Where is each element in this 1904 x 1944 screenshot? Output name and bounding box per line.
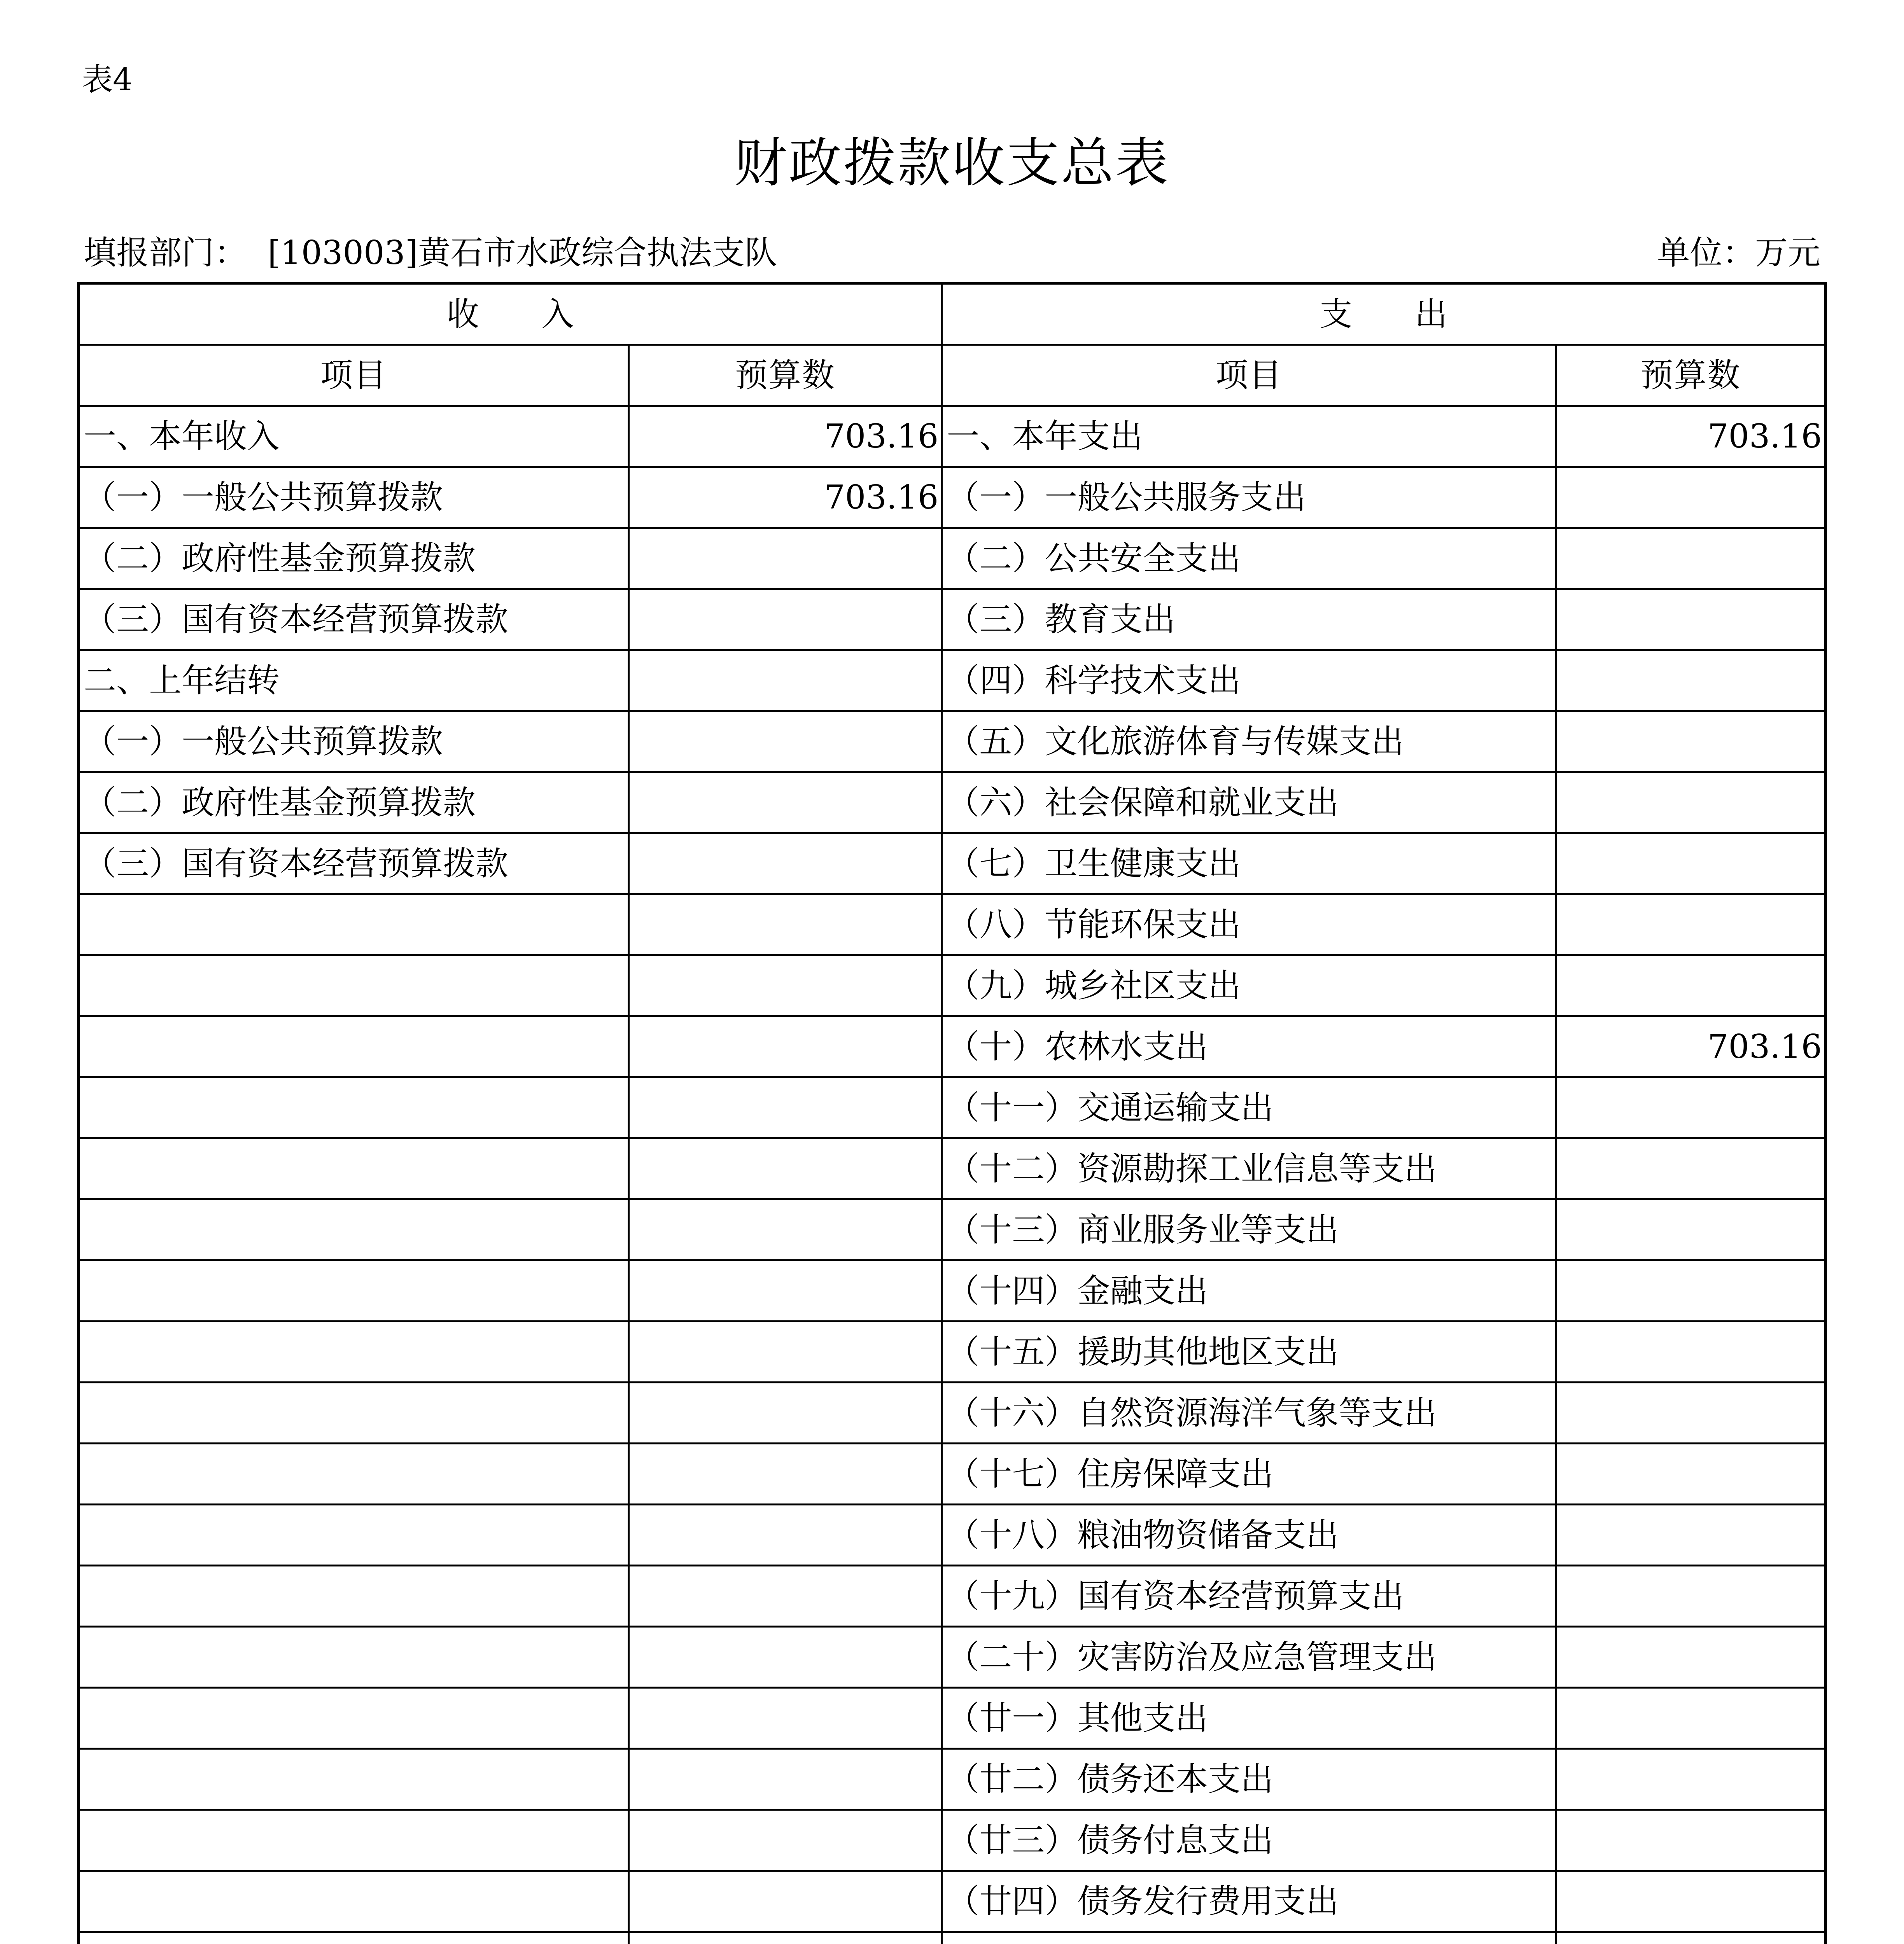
income-value-cell bbox=[628, 1138, 942, 1199]
expense-value-cell: 703.16 bbox=[1556, 406, 1825, 467]
income-item-cell bbox=[79, 1505, 629, 1566]
expense-item-cell: （四）科学技术支出 bbox=[942, 650, 1556, 711]
column-header-row bbox=[79, 345, 1826, 406]
expense-item-cell: （六）社会保障和就业支出 bbox=[942, 772, 1556, 833]
income-value-cell: 703.16 bbox=[628, 467, 942, 528]
page-title: 财政拨款收支总表 bbox=[734, 133, 1170, 194]
table-row bbox=[79, 1749, 1826, 1810]
expense-value-cell bbox=[1556, 1444, 1825, 1505]
expense-item-cell: （九）城乡社区支出 bbox=[942, 955, 1556, 1016]
expense-value-cell bbox=[1556, 1749, 1825, 1810]
income-item-cell: （一）一般公共预算拨款 bbox=[79, 467, 629, 528]
income-item-cell bbox=[79, 1871, 629, 1932]
expense-value-cell bbox=[1556, 1566, 1825, 1627]
expense-item-cell: （十六）自然资源海洋气象等支出 bbox=[942, 1383, 1556, 1444]
expense-item-cell: （十）农林水支出 bbox=[942, 1016, 1556, 1077]
income-item-cell: 一、本年收入 bbox=[79, 406, 629, 467]
table-row bbox=[79, 406, 1826, 467]
reporting-department: 填报部门： [103003]黄石市水政综合执法支队 bbox=[84, 234, 777, 272]
expense-item-cell: （十一）交通运输支出 bbox=[942, 1077, 1556, 1138]
expense-value-cell bbox=[1556, 1932, 1825, 1944]
table-row bbox=[79, 467, 1826, 528]
expense-item-cell: （廿四）债务发行费用支出 bbox=[942, 1871, 1556, 1932]
table-row bbox=[79, 1810, 1826, 1871]
income-budget-column-header: 预算数 bbox=[628, 345, 942, 406]
expense-value-cell bbox=[1556, 833, 1825, 894]
expense-value-cell bbox=[1556, 467, 1825, 528]
income-value-cell bbox=[628, 772, 942, 833]
income-item-cell bbox=[79, 955, 629, 1016]
table-row bbox=[79, 1505, 1826, 1566]
income-section-header: 收 入 bbox=[79, 283, 942, 345]
income-value-cell bbox=[628, 711, 942, 772]
expense-item-cell bbox=[942, 1932, 1556, 1944]
expense-item-cell: （廿三）债务付息支出 bbox=[942, 1810, 1556, 1871]
table-row bbox=[79, 1077, 1826, 1138]
expense-item-cell: （十九）国有资本经营预算支出 bbox=[942, 1566, 1556, 1627]
income-value-cell bbox=[628, 833, 942, 894]
income-item-cell bbox=[79, 1688, 629, 1749]
expense-item-cell: （十二）资源勘探工业信息等支出 bbox=[942, 1138, 1556, 1199]
unit-label: 单位：万元 bbox=[1657, 234, 1820, 272]
income-item-cell bbox=[79, 1322, 629, 1383]
expense-section-header: 支 出 bbox=[942, 283, 1826, 345]
income-item-column-header: 项目 bbox=[79, 345, 629, 406]
budget-table bbox=[77, 282, 1827, 1944]
table-row bbox=[79, 1199, 1826, 1260]
expense-value-cell bbox=[1556, 650, 1825, 711]
income-value-cell bbox=[628, 1016, 942, 1077]
table-row bbox=[79, 1444, 1826, 1505]
income-value-cell bbox=[628, 589, 942, 650]
table-row bbox=[79, 711, 1826, 772]
income-item-cell bbox=[79, 1932, 629, 1944]
expense-item-cell: （二）公共安全支出 bbox=[942, 528, 1556, 589]
table-row bbox=[79, 833, 1826, 894]
income-item-cell: （三）国有资本经营预算拨款 bbox=[79, 589, 629, 650]
income-value-cell bbox=[628, 894, 942, 955]
income-item-cell bbox=[79, 1016, 629, 1077]
expense-value-cell bbox=[1556, 772, 1825, 833]
income-value-cell bbox=[628, 528, 942, 589]
table-row bbox=[79, 955, 1826, 1016]
income-value-cell bbox=[628, 650, 942, 711]
income-value-cell bbox=[628, 1749, 942, 1810]
expense-item-cell: （二十）灾害防治及应急管理支出 bbox=[942, 1627, 1556, 1688]
table-row bbox=[79, 1627, 1826, 1688]
expense-item-cell: （八）节能环保支出 bbox=[942, 894, 1556, 955]
expense-item-cell: （十四）金融支出 bbox=[942, 1260, 1556, 1322]
table-row bbox=[79, 1932, 1826, 1944]
income-value-cell bbox=[628, 1505, 942, 1566]
table-row bbox=[79, 650, 1826, 711]
income-value-cell bbox=[628, 1566, 942, 1627]
income-item-cell bbox=[79, 1138, 629, 1199]
expense-value-cell bbox=[1556, 1138, 1825, 1199]
income-value-cell bbox=[628, 1932, 942, 1944]
expense-item-cell: （十三）商业服务业等支出 bbox=[942, 1199, 1556, 1260]
income-item-cell bbox=[79, 1199, 629, 1260]
expense-item-cell: （十八）粮油物资储备支出 bbox=[942, 1505, 1556, 1566]
expense-value-cell bbox=[1556, 1199, 1825, 1260]
expense-item-cell: （廿一）其他支出 bbox=[942, 1688, 1556, 1749]
expense-item-cell: （十七）住房保障支出 bbox=[942, 1444, 1556, 1505]
table-row bbox=[79, 1688, 1826, 1749]
income-value-cell bbox=[628, 1627, 942, 1688]
expense-item-cell: （七）卫生健康支出 bbox=[942, 833, 1556, 894]
income-value-cell bbox=[628, 1688, 942, 1749]
income-item-cell bbox=[79, 1627, 629, 1688]
income-item-cell bbox=[79, 1810, 629, 1871]
income-value-cell bbox=[628, 1383, 942, 1444]
expense-item-cell: （十五）援助其他地区支出 bbox=[942, 1322, 1556, 1383]
expense-value-cell bbox=[1556, 1810, 1825, 1871]
expense-value-cell bbox=[1556, 528, 1825, 589]
expense-item-cell: （三）教育支出 bbox=[942, 589, 1556, 650]
income-item-cell bbox=[79, 1749, 629, 1810]
expense-budget-column-header: 预算数 bbox=[1556, 345, 1825, 406]
expense-value-cell bbox=[1556, 894, 1825, 955]
expense-item-cell: 一、本年支出 bbox=[942, 406, 1556, 467]
section-header-row bbox=[79, 283, 1826, 345]
table-row bbox=[79, 1260, 1826, 1322]
income-value-cell bbox=[628, 1199, 942, 1260]
table-row bbox=[79, 589, 1826, 650]
expense-value-cell bbox=[1556, 1383, 1825, 1444]
income-value-cell bbox=[628, 1077, 942, 1138]
table-row bbox=[79, 1016, 1826, 1077]
income-item-cell: （二）政府性基金预算拨款 bbox=[79, 528, 629, 589]
income-item-cell: （二）政府性基金预算拨款 bbox=[79, 772, 629, 833]
table-row bbox=[79, 528, 1826, 589]
table-row bbox=[79, 1138, 1826, 1199]
table-row bbox=[79, 1322, 1826, 1383]
expense-item-column-header: 项目 bbox=[942, 345, 1556, 406]
table-row bbox=[79, 1566, 1826, 1627]
expense-value-cell bbox=[1556, 589, 1825, 650]
income-value-cell bbox=[628, 1260, 942, 1322]
income-item-cell bbox=[79, 1077, 629, 1138]
income-item-cell bbox=[79, 1444, 629, 1505]
income-item-cell bbox=[79, 894, 629, 955]
table-number-label: 表4 bbox=[82, 61, 133, 98]
expense-item-cell: （廿二）债务还本支出 bbox=[942, 1749, 1556, 1810]
income-value-cell: 703.16 bbox=[628, 406, 942, 467]
income-value-cell bbox=[628, 1810, 942, 1871]
income-value-cell bbox=[628, 1444, 942, 1505]
income-item-cell: （三）国有资本经营预算拨款 bbox=[79, 833, 629, 894]
table-row bbox=[79, 1871, 1826, 1932]
expense-value-cell bbox=[1556, 1871, 1825, 1932]
expense-value-cell: 703.16 bbox=[1556, 1016, 1825, 1077]
expense-value-cell bbox=[1556, 1627, 1825, 1688]
expense-value-cell bbox=[1556, 1260, 1825, 1322]
expense-item-cell: （一）一般公共服务支出 bbox=[942, 467, 1556, 528]
income-value-cell bbox=[628, 955, 942, 1016]
income-value-cell bbox=[628, 1322, 942, 1383]
income-item-cell: 二、上年结转 bbox=[79, 650, 629, 711]
expense-value-cell bbox=[1556, 1077, 1825, 1138]
expense-item-cell: （五）文化旅游体育与传媒支出 bbox=[942, 711, 1556, 772]
expense-value-cell bbox=[1556, 711, 1825, 772]
expense-value-cell bbox=[1556, 955, 1825, 1016]
table-row bbox=[79, 772, 1826, 833]
income-item-cell bbox=[79, 1566, 629, 1627]
table-row bbox=[79, 894, 1826, 955]
income-value-cell bbox=[628, 1871, 942, 1932]
income-item-cell: （一）一般公共预算拨款 bbox=[79, 711, 629, 772]
income-item-cell bbox=[79, 1260, 629, 1322]
table-row bbox=[79, 1383, 1826, 1444]
expense-value-cell bbox=[1556, 1688, 1825, 1749]
income-item-cell bbox=[79, 1383, 629, 1444]
expense-value-cell bbox=[1556, 1505, 1825, 1566]
expense-value-cell bbox=[1556, 1322, 1825, 1383]
